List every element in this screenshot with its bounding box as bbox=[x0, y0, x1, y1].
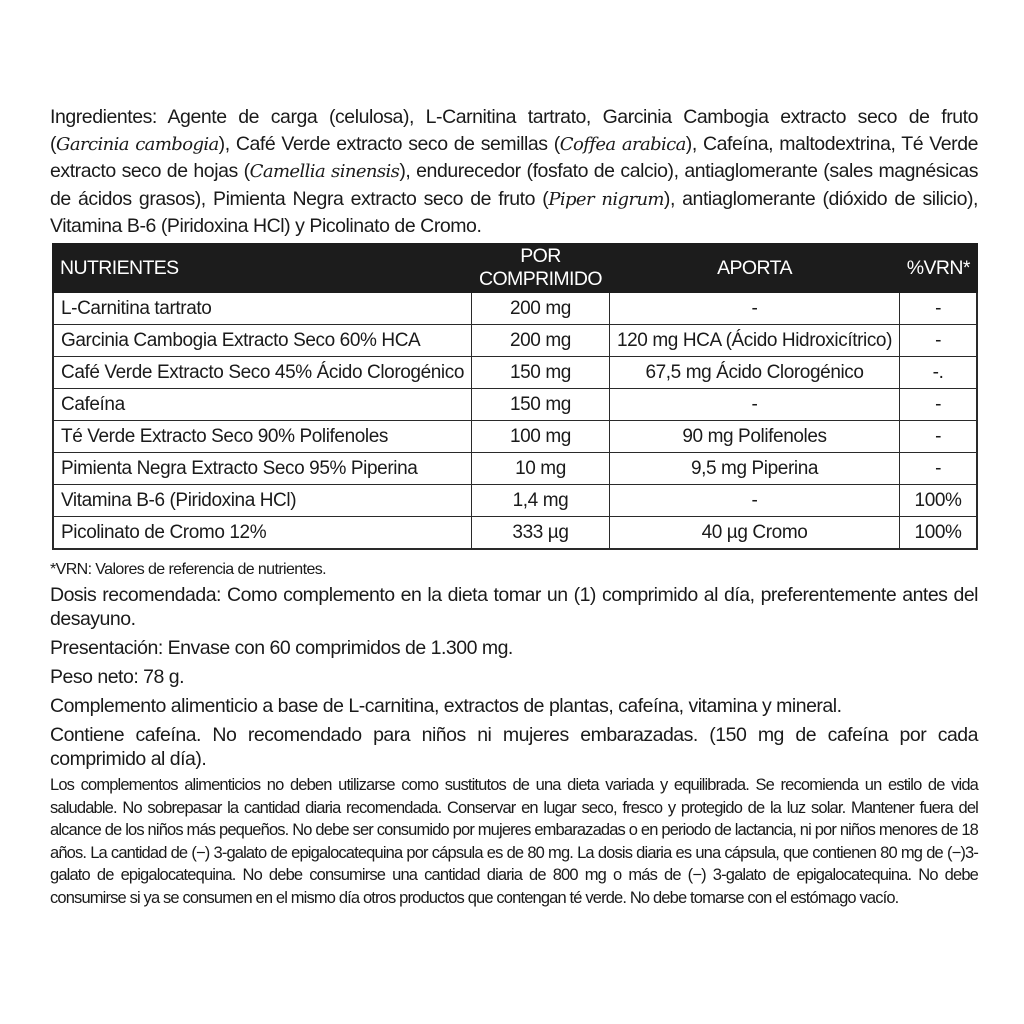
recommended-dose: Dosis recomendada: Como complemento en la dieta tomar un (1) comprimido al día, preferentemente antes del desayuno. bbox=[50, 584, 978, 630]
header-aporta: APORTA bbox=[609, 244, 899, 292]
ingredients-part: ), Cafeína, maltodextrina, Té Verde extracto seco de hojas ( bbox=[50, 132, 978, 182]
cell-vrn: - bbox=[900, 292, 977, 325]
presentation: Presentación: Envase con 60 comprimidos de 1.300 mg. bbox=[50, 637, 513, 659]
table-row bbox=[53, 517, 977, 550]
cell-vrn: -. bbox=[900, 357, 977, 389]
legal-warnings: Los complementos alimenticios no deben utilizarse como sustitutos de una dieta variada y equilibrada. Se recomienda un estilo de vida saludable. No sobrepasar la cantidad diaria recomendada. Conservar en lugar seco, fresco y protegido de la luz solar. Mantener fuera del alcance de los niños más pequeños. No debe ser consumido por mujeres embarazadas o en periodo de lactancia, ni por niños menores de 18 años. La cantidad de (−) 3-galato de epigalocatequina por cápsula es de 80 mg. La dosis diaria es una cápsula, que contienen 80 mg de (−)3-galato de epigalocatequina. No debe consumirse una cantidad diaria de 800 mg o más de (−) 3-galato de epigalocatequina. No debe consumirse si ya se consumen en el mismo día otros productos que contengan té verde. No debe tomarse con el estómago vacío. bbox=[50, 776, 978, 907]
cell-nutrient: Pimienta Negra Extracto Seco 95% Piperina bbox=[53, 453, 472, 485]
cell-nutrient: L-Carnitina tartrato bbox=[53, 292, 472, 325]
table-row bbox=[53, 485, 977, 517]
cell-provides: 9,5 mg Piperina bbox=[609, 453, 899, 485]
ingredients-block bbox=[50, 104, 978, 240]
caffeine-warning: Contiene cafeína. No recomendado para niños ni mujeres embarazadas. (150 mg de cafeína por cada comprimido al día). bbox=[50, 724, 978, 770]
cell-amount: 200 mg bbox=[472, 325, 610, 357]
cell-nutrient: Café Verde Extracto Seco 45% Ácido Clorogénico bbox=[53, 357, 472, 389]
table-row bbox=[53, 325, 977, 357]
table-header-row bbox=[53, 244, 977, 292]
cell-provides: - bbox=[609, 485, 899, 517]
latin-name: Garcinia cambogia bbox=[56, 133, 219, 155]
vrn-footnote: *VRN: Valores de referencia de nutrientes. bbox=[50, 561, 326, 578]
cell-amount: 1,4 mg bbox=[472, 485, 610, 517]
cell-vrn: - bbox=[900, 421, 977, 453]
cell-nutrient: Picolinato de Cromo 12% bbox=[53, 517, 472, 550]
latin-name: Piper nigrum bbox=[548, 188, 664, 210]
cell-provides: 120 mg HCA (Ácido Hidroxicítrico) bbox=[609, 325, 899, 357]
cell-nutrient: Garcinia Cambogia Extracto Seco 60% HCA bbox=[53, 325, 472, 357]
ingredients-part: Ingredientes: Agente de carga (celulosa), L-Carnitina tartrato, Garcinia Cambogia extracto seco de fruto ( bbox=[50, 106, 978, 155]
label-info bbox=[50, 560, 978, 910]
ingredients-part: ), antiaglomerante (dióxido de silicio), Vitamina B-6 (Piridoxina HCl) y Picolinato de Cromo. bbox=[50, 187, 978, 237]
cell-provides: - bbox=[609, 292, 899, 325]
nutrient-table bbox=[52, 243, 978, 550]
ingredients-text bbox=[50, 104, 978, 240]
table-row bbox=[53, 357, 977, 389]
cell-amount: 200 mg bbox=[472, 292, 610, 325]
latin-name: Coffea arabica bbox=[559, 133, 686, 155]
header-por-comprimido: POR COMPRIMIDO bbox=[472, 244, 610, 292]
ingredients-part: ), endurecedor (fosfato de calcio), antiaglomerante (sales magnésicas de ácidos grasos), Pimienta Negra extracto seco de fruto ( bbox=[50, 160, 978, 210]
cell-provides: 40 µg Cromo bbox=[609, 517, 899, 550]
cell-provides: 90 mg Polifenoles bbox=[609, 421, 899, 453]
cell-amount: 150 mg bbox=[472, 389, 610, 421]
cell-nutrient: Cafeína bbox=[53, 389, 472, 421]
table-row bbox=[53, 453, 977, 485]
table-row bbox=[53, 389, 977, 421]
cell-nutrient: Té Verde Extracto Seco 90% Polifenoles bbox=[53, 421, 472, 453]
cell-amount: 100 mg bbox=[472, 421, 610, 453]
supplement-description: Complemento alimenticio a base de L-carnitina, extractos de plantas, cafeína, vitamina y mineral. bbox=[50, 695, 842, 717]
cell-vrn: 100% bbox=[900, 485, 977, 517]
header-nutrientes: NUTRIENTES bbox=[53, 244, 472, 292]
cell-amount: 10 mg bbox=[472, 453, 610, 485]
latin-name: Camellia sinensis bbox=[249, 161, 400, 182]
cell-provides: 67,5 mg Ácido Clorogénico bbox=[609, 357, 899, 389]
cell-vrn: 100% bbox=[900, 517, 977, 550]
cell-provides: - bbox=[609, 389, 899, 421]
header-vrn: %VRN* bbox=[900, 244, 977, 292]
net-weight: Peso neto: 78 g. bbox=[50, 666, 185, 688]
table-row bbox=[53, 292, 977, 325]
cell-vrn: - bbox=[900, 325, 977, 357]
cell-vrn: - bbox=[900, 453, 977, 485]
cell-amount: 150 mg bbox=[472, 357, 610, 389]
cell-amount: 333 µg bbox=[472, 517, 610, 550]
cell-vrn: - bbox=[900, 389, 977, 421]
cell-nutrient: Vitamina B-6 (Piridoxina HCl) bbox=[53, 485, 472, 517]
table-row bbox=[53, 421, 977, 453]
ingredients-part: ), Café Verde extracto seco de semillas ( bbox=[218, 132, 560, 155]
